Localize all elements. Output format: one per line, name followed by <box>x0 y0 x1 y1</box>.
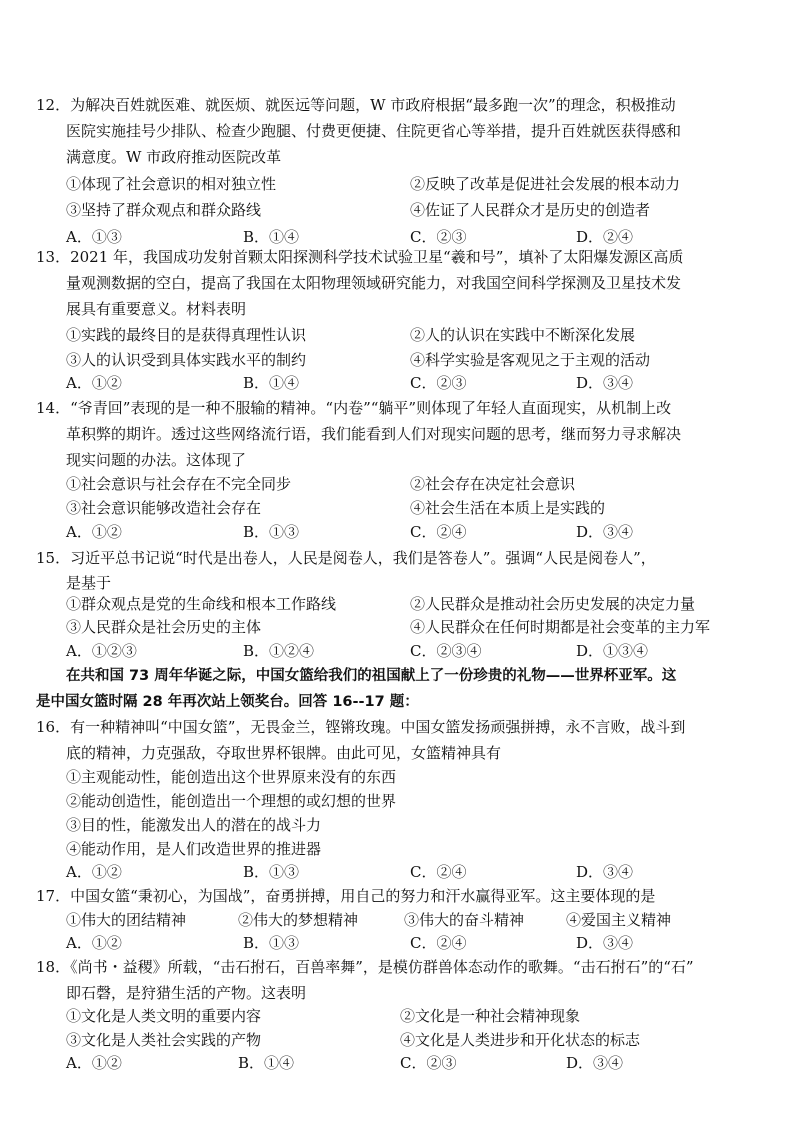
answer-choice-a: A．①③ <box>66 228 122 246</box>
answer-choice-d: D．③④ <box>576 374 634 392</box>
answer-choice-c: C．②③ <box>400 1054 457 1072</box>
question-stem-line: 13．2021 年，我国成功发射首颗太阳探测科学技术试验卫星“羲和号”，填补了太阳爆发源区高质 <box>36 248 684 266</box>
statement-item: ②反映了改革是促进社会发展的根本动力 <box>410 175 681 193</box>
question-stem-line: 医院实施挂号少排队、检查少跑腿、付费更便捷、住院更省心等举措，提升百姓就医获得感和 <box>66 122 682 140</box>
statement-item: ④爱国主义精神 <box>566 911 672 929</box>
question-stem-line: 12．为解决百姓就医难、就医烦、就医远等问题，W 市政府根据“最多跑一次”的理念，积极推动 <box>36 96 676 114</box>
question-stem-line: 即石磬，是狩猎生活的产物。这表明 <box>66 984 307 1002</box>
question-stem-line: 底的精神，力克强敌，夺取世界杯银牌。由此可见，女篮精神具有 <box>66 744 502 762</box>
statement-item: ①实践的最终目的是获得真理性认识 <box>66 326 307 344</box>
answer-choice-a: A．①② <box>66 863 122 881</box>
statement-item: ④能动作用，是人们改造世界的推进器 <box>66 840 322 858</box>
question-stem-line: 展具有重要意义。材料表明 <box>66 300 247 318</box>
statement-item: ④文化是人类进步和开化状态的标志 <box>400 1031 641 1049</box>
statement-item: ①群众观点是党的生命线和根本工作路线 <box>66 595 337 613</box>
statement-item: ①伟大的团结精神 <box>66 911 187 929</box>
answer-choice-c: C．②④ <box>410 523 467 541</box>
statement-item: ③文化是人类社会实践的产物 <box>66 1031 262 1049</box>
question-stem-line: 16．有一种精神叫“中国女篮”，无畏金兰，铿锵玫瑰。中国女篮发扬顽强拼搏，永不言败，战斗到 <box>36 718 686 736</box>
question-stem-line: 是基于 <box>66 574 112 592</box>
answer-choice-b: B．①③ <box>243 523 300 541</box>
answer-choice-d: D．②④ <box>576 228 634 246</box>
statement-item: ③坚持了群众观点和群众路线 <box>66 201 262 219</box>
statement-item: ②伟大的梦想精神 <box>238 911 359 929</box>
statement-item: ④佐证了人民群众才是历史的创造者 <box>410 201 651 219</box>
question-stem-line: 满意度。W 市政府推动医院改革 <box>66 148 282 166</box>
question-stem-line: 17．中国女篮“秉初心，为国战”，奋勇拼搏，用自己的努力和汗水赢得亚军。这主要体现的是 <box>36 887 656 905</box>
question-stem-line: 革积弊的期许。透过这些网络流行语，我们能看到人们对现实问题的思考，继而努力寻求解决 <box>66 425 682 443</box>
statement-item: ①体现了社会意识的相对独立性 <box>66 175 277 193</box>
answer-choice-b: B．①④ <box>243 228 300 246</box>
intro-line: 是中国女篮时隔 28 年再次站上领奖台。回答 16--17 题： <box>36 694 419 710</box>
answer-choice-c: C．②④ <box>410 934 467 952</box>
answer-choice-d: D．③④ <box>576 934 634 952</box>
statement-item: ②文化是一种社会精神现象 <box>400 1007 581 1025</box>
statement-item: ③社会意识能够改造社会存在 <box>66 499 262 517</box>
answer-choice-b: B．①④ <box>238 1054 295 1072</box>
answer-choice-d: D．③④ <box>576 523 634 541</box>
answer-choice-a: A．①②③ <box>66 642 137 660</box>
statement-item: ④社会生活在本质上是实践的 <box>410 499 606 517</box>
answer-choice-c: C．②③ <box>410 228 467 246</box>
answer-choice-d: D．③④ <box>576 863 634 881</box>
answer-choice-a: A．①② <box>66 523 122 541</box>
statement-item: ③目的性，能激发出人的潜在的战斗力 <box>66 816 322 834</box>
statement-item: ③伟大的奋斗精神 <box>404 911 525 929</box>
question-stem-line: 18．《尚书・益稷》所载，“击石拊石，百兽率舞”，是模仿群兽体态动作的歌舞。“击石拊石”的“石” <box>36 958 694 976</box>
statement-item: ③人的认识受到具体实践水平的制约 <box>66 351 307 369</box>
question-stem-line: 14．“爷青回”表现的是一种不服输的精神。“内卷”“躺平”则体现了年轻人直面现实，从机制上改 <box>36 399 672 417</box>
answer-choice-a: A．①② <box>66 934 122 952</box>
answer-choice-a: A．①② <box>66 374 122 392</box>
answer-choice-c: C．②④ <box>410 863 467 881</box>
answer-choice-d: D．①③④ <box>576 642 649 660</box>
answer-choice-b: B．①②④ <box>243 642 315 660</box>
statement-item: ②社会存在决定社会意识 <box>410 475 576 493</box>
statement-item: ②人民群众是推动社会历史发展的决定力量 <box>410 595 696 613</box>
statement-item: ①文化是人类文明的重要内容 <box>66 1007 262 1025</box>
answer-choice-c: C．②③ <box>410 374 467 392</box>
question-stem-line: 现实问题的办法。这体现了 <box>66 451 247 469</box>
answer-choice-b: B．①③ <box>243 934 300 952</box>
statement-item: ①主观能动性，能创造出这个世界原来没有的东西 <box>66 768 397 786</box>
answer-choice-b: B．①④ <box>243 374 300 392</box>
statement-item: ②人的认识在实践中不断深化发展 <box>410 326 636 344</box>
statement-item: ②能动创造性，能创造出一个理想的或幻想的世界 <box>66 792 397 810</box>
answer-choice-a: A．①② <box>66 1054 122 1072</box>
question-stem-line: 量观测数据的空白，提高了我国在太阳物理领域研究能力，对我国空间科学探测及卫星技术发 <box>66 274 682 292</box>
answer-choice-b: B．①③ <box>243 863 300 881</box>
statement-item: ④科学实验是客观见之于主观的活动 <box>410 351 651 369</box>
statement-item: ③人民群众是社会历史的主体 <box>66 618 262 636</box>
intro-line: 在共和国 73 周年华诞之际，中国女篮给我们的祖国献上了一份珍贵的礼物——世界杯亚军。这 <box>66 668 677 684</box>
statement-item: ④人民群众在任何时期都是社会变革的主力军 <box>410 618 711 636</box>
answer-choice-d: D．③④ <box>566 1054 624 1072</box>
answer-choice-c: C．②③④ <box>410 642 482 660</box>
question-stem-line: 15．习近平总书记说“时代是出卷人，人民是阅卷人，我们是答卷人”。强调“人民是阅卷人”， <box>36 549 656 567</box>
statement-item: ①社会意识与社会存在不完全同步 <box>66 475 292 493</box>
